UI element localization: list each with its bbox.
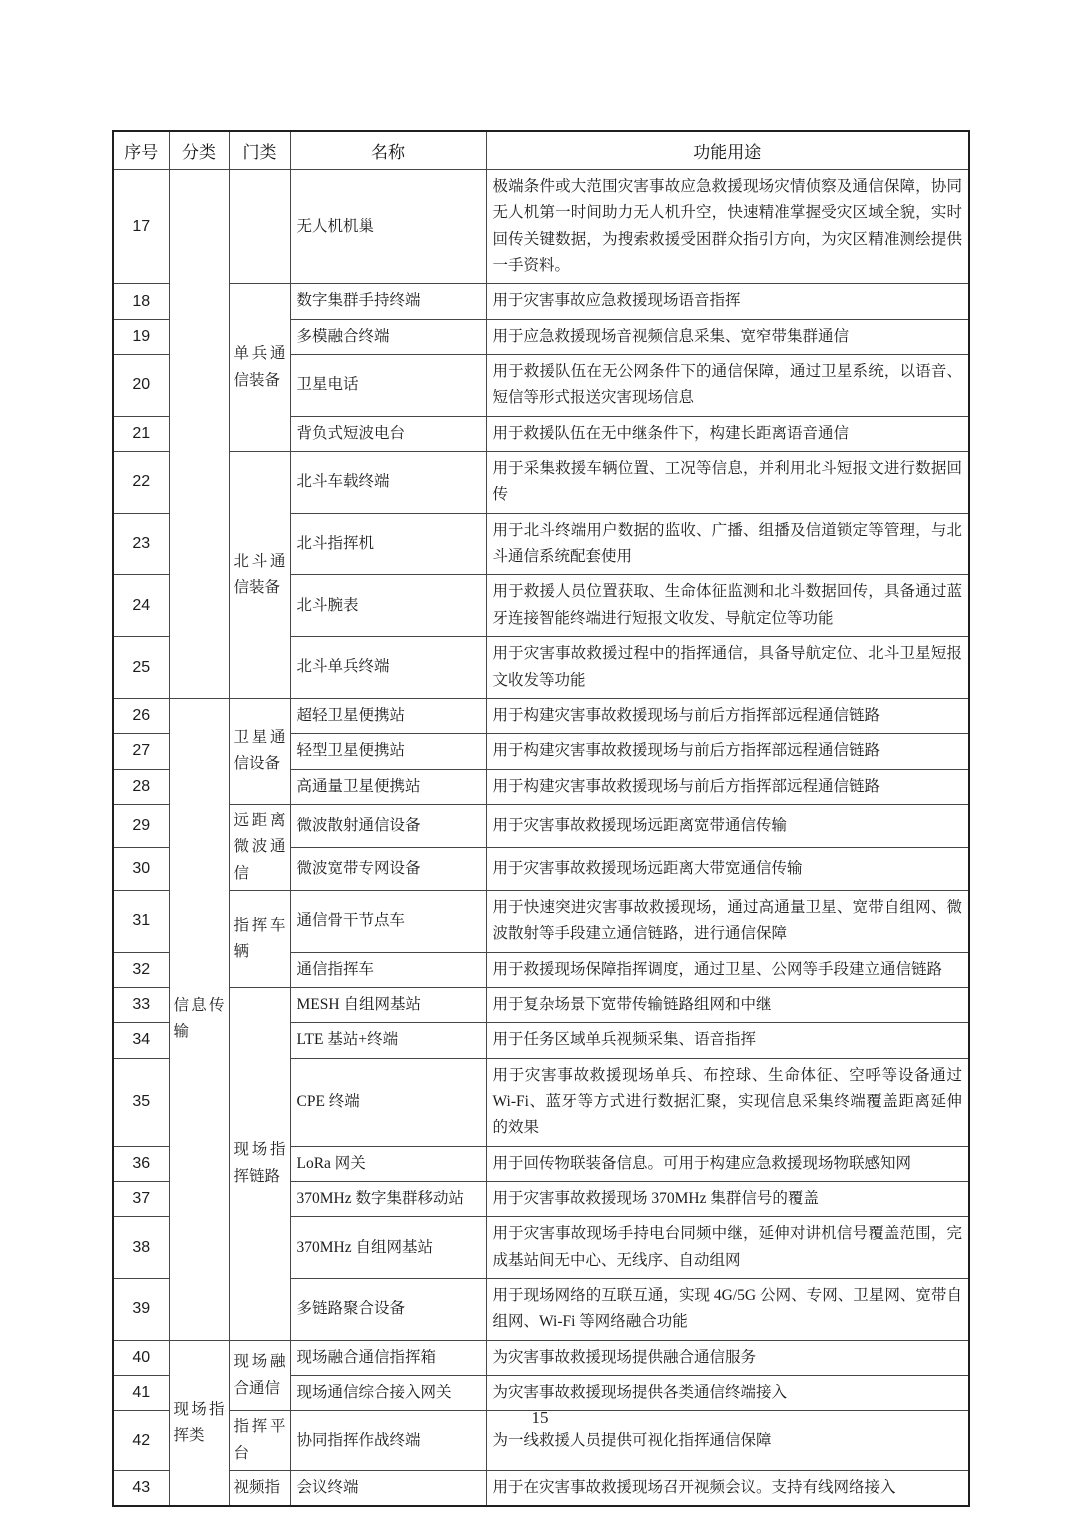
table-row: [113, 890, 969, 952]
name-cell: 370MHz 数字集群移动站: [290, 1182, 486, 1217]
name-cell: 北斗车载终端: [290, 452, 486, 514]
function-cell: 用于构建灾害事故救援现场与前后方指挥部远程通信链路: [486, 769, 969, 804]
name-cell: 会议终端: [290, 1471, 486, 1507]
row-no-cell: 32: [113, 952, 169, 987]
name-cell: 协同指挥作战终端: [290, 1411, 486, 1471]
name-cell: 多模融合终端: [290, 319, 486, 354]
row-no-cell: 18: [113, 284, 169, 319]
table-row: [113, 1471, 969, 1507]
function-cell: 用于采集救援车辆位置、工况等信息，并利用北斗短报文进行数据回传: [486, 452, 969, 514]
row-no-cell: 41: [113, 1376, 169, 1411]
class-cell: 指挥车辆: [229, 890, 290, 987]
class-cell: 视频指: [229, 1471, 290, 1507]
row-no-cell: 20: [113, 355, 169, 417]
table-row: [113, 987, 969, 1022]
function-cell: 用于在灾害事故救援现场召开视频会议。支持有线网络接入: [486, 1471, 969, 1507]
row-no-cell: 31: [113, 890, 169, 952]
equipment-table: [112, 130, 970, 1507]
function-cell: 用于救援队伍在无中继条件下，构建长距离语音通信: [486, 416, 969, 451]
row-no-cell: 40: [113, 1340, 169, 1375]
row-no-cell: 42: [113, 1411, 169, 1471]
function-cell: 用于构建灾害事故救援现场与前后方指挥部远程通信链路: [486, 698, 969, 733]
function-cell: 用于任务区域单兵视频采集、语音指挥: [486, 1023, 969, 1058]
class-cell: 单兵通信装备: [229, 284, 290, 452]
row-no-cell: 27: [113, 734, 169, 769]
row-no-cell: 26: [113, 698, 169, 733]
row-no-cell: 17: [113, 170, 169, 284]
name-cell: MESH 自组网基站: [290, 987, 486, 1022]
function-cell: 用于现场网络的互联互通，实现 4G/5G 公网、专网、卫星网、宽带自组网、Wi-Fi 等网络融合功能: [486, 1279, 969, 1341]
name-cell: 卫星电话: [290, 355, 486, 417]
function-cell: 用于灾害事故现场手持电台同频中继，延伸对讲机信号覆盖范围，完成基站间无中心、无线序、自动组网: [486, 1217, 969, 1279]
function-cell: 用于救援现场保障指挥调度，通过卫星、公网等手段建立通信链路: [486, 952, 969, 987]
class-cell: 远距离微波通信: [229, 804, 290, 890]
row-no-cell: 25: [113, 637, 169, 699]
row-no-cell: 38: [113, 1217, 169, 1279]
function-cell: 用于应急救援现场音视频信息采集、宽窄带集群通信: [486, 319, 969, 354]
function-cell: 用于灾害事故救援过程中的指挥通信，具备导航定位、北斗卫星短报文收发等功能: [486, 637, 969, 699]
name-cell: 背负式短波电台: [290, 416, 486, 451]
function-cell: 用于灾害事故救援现场远距离大带宽通信传输: [486, 847, 969, 890]
function-cell: 用于灾害事故救援现场单兵、布控球、生命体征、空呼等设备通过 Wi-Fi、蓝牙等方式进行数据汇聚，实现信息采集终端覆盖距离延伸的效果: [486, 1058, 969, 1146]
row-no-cell: 28: [113, 769, 169, 804]
function-cell: 用于救援人员位置获取、生命体征监测和北斗数据回传，具备通过蓝牙连接智能终端进行短报文收发、导航定位等功能: [486, 575, 969, 637]
function-cell: 用于回传物联装备信息。可用于构建应急救援现场物联感知网: [486, 1146, 969, 1181]
row-no-cell: 22: [113, 452, 169, 514]
table-row: [113, 1340, 969, 1375]
row-no-cell: 30: [113, 847, 169, 890]
function-cell: 用于灾害事故应急救援现场语音指挥: [486, 284, 969, 319]
row-no-cell: 37: [113, 1182, 169, 1217]
function-cell: 极端条件或大范围灾害事故应急救援现场灾情侦察及通信保障，协同无人机第一时间助力无人机升空，快速精准掌握受灾区域全貌，实时回传关键数据，为搜索救援受困群众指引方向，为灾区精准测绘提供一手资料。: [486, 170, 969, 284]
category-cell: 现场指挥类: [169, 1340, 229, 1506]
table-body: [113, 170, 969, 1507]
header-cell-no: 序号: [113, 131, 169, 170]
header-cell-function: 功能用途: [486, 131, 969, 170]
row-no-cell: 33: [113, 987, 169, 1022]
function-cell: 用于复杂场景下宽带传输链路组网和中继: [486, 987, 969, 1022]
class-cell: 北斗通信装备: [229, 452, 290, 699]
name-cell: 无人机机巢: [290, 170, 486, 284]
name-cell: 轻型卫星便携站: [290, 734, 486, 769]
name-cell: LoRa 网关: [290, 1146, 486, 1181]
name-cell: 北斗单兵终端: [290, 637, 486, 699]
row-no-cell: 21: [113, 416, 169, 451]
table-row: [113, 284, 969, 319]
row-no-cell: 43: [113, 1471, 169, 1507]
name-cell: CPE 终端: [290, 1058, 486, 1146]
category-cell: 信息传输: [169, 698, 229, 1340]
row-no-cell: 34: [113, 1023, 169, 1058]
row-no-cell: 29: [113, 804, 169, 847]
row-no-cell: 24: [113, 575, 169, 637]
name-cell: 现场通信综合接入网关: [290, 1376, 486, 1411]
function-cell: 用于救援队伍在无公网条件下的通信保障，通过卫星系统，以语音、短信等形式报送灾害现场信息: [486, 355, 969, 417]
function-cell: 用于快速突进灾害事故救援现场，通过高通量卫星、宽带自组网、微波散射等手段建立通信链路，进行通信保障: [486, 890, 969, 952]
name-cell: 370MHz 自组网基站: [290, 1217, 486, 1279]
name-cell: 北斗腕表: [290, 575, 486, 637]
function-cell: 用于灾害事故救援现场 370MHz 集群信号的覆盖: [486, 1182, 969, 1217]
name-cell: LTE 基站+终端: [290, 1023, 486, 1058]
table-row: [113, 452, 969, 514]
header-cell-name: 名称: [290, 131, 486, 170]
function-cell: 用于北斗终端用户数据的监收、广播、组播及信道锁定等管理，与北斗通信系统配套使用: [486, 513, 969, 575]
function-cell: 用于灾害事故救援现场远距离宽带通信传输: [486, 804, 969, 847]
table-row: [113, 170, 969, 284]
row-no-cell: 36: [113, 1146, 169, 1181]
name-cell: 超轻卫星便携站: [290, 698, 486, 733]
name-cell: 通信骨干节点车: [290, 890, 486, 952]
class-cell: 卫星通信设备: [229, 698, 290, 804]
class-cell: 指挥平台: [229, 1411, 290, 1471]
class-cell: 现场融合通信: [229, 1340, 290, 1411]
name-cell: 高通量卫星便携站: [290, 769, 486, 804]
class-cell: 现场指挥链路: [229, 987, 290, 1340]
name-cell: 微波宽带专网设备: [290, 847, 486, 890]
table-row: [113, 804, 969, 847]
table-header-row: [113, 131, 969, 170]
row-no-cell: 39: [113, 1279, 169, 1341]
name-cell: 微波散射通信设备: [290, 804, 486, 847]
function-cell: 为一线救援人员提供可视化指挥通信保障: [486, 1411, 969, 1471]
row-no-cell: 19: [113, 319, 169, 354]
name-cell: 数字集群手持终端: [290, 284, 486, 319]
page-number: 15: [531, 1408, 549, 1427]
name-cell: 多链路聚合设备: [290, 1279, 486, 1341]
name-cell: 北斗指挥机: [290, 513, 486, 575]
table-row: [113, 698, 969, 733]
name-cell: 现场融合通信指挥箱: [290, 1340, 486, 1375]
row-no-cell: 35: [113, 1058, 169, 1146]
function-cell: 为灾害事故救援现场提供融合通信服务: [486, 1340, 969, 1375]
function-cell: 用于构建灾害事故救援现场与前后方指挥部远程通信链路: [486, 734, 969, 769]
category-cell: [169, 170, 229, 699]
header-cell-category: 分类: [169, 131, 229, 170]
function-cell: 为灾害事故救援现场提供各类通信终端接入: [486, 1376, 969, 1411]
header-cell-class: 门类: [229, 131, 290, 170]
row-no-cell: 23: [113, 513, 169, 575]
name-cell: 通信指挥车: [290, 952, 486, 987]
class-cell: [229, 170, 290, 284]
